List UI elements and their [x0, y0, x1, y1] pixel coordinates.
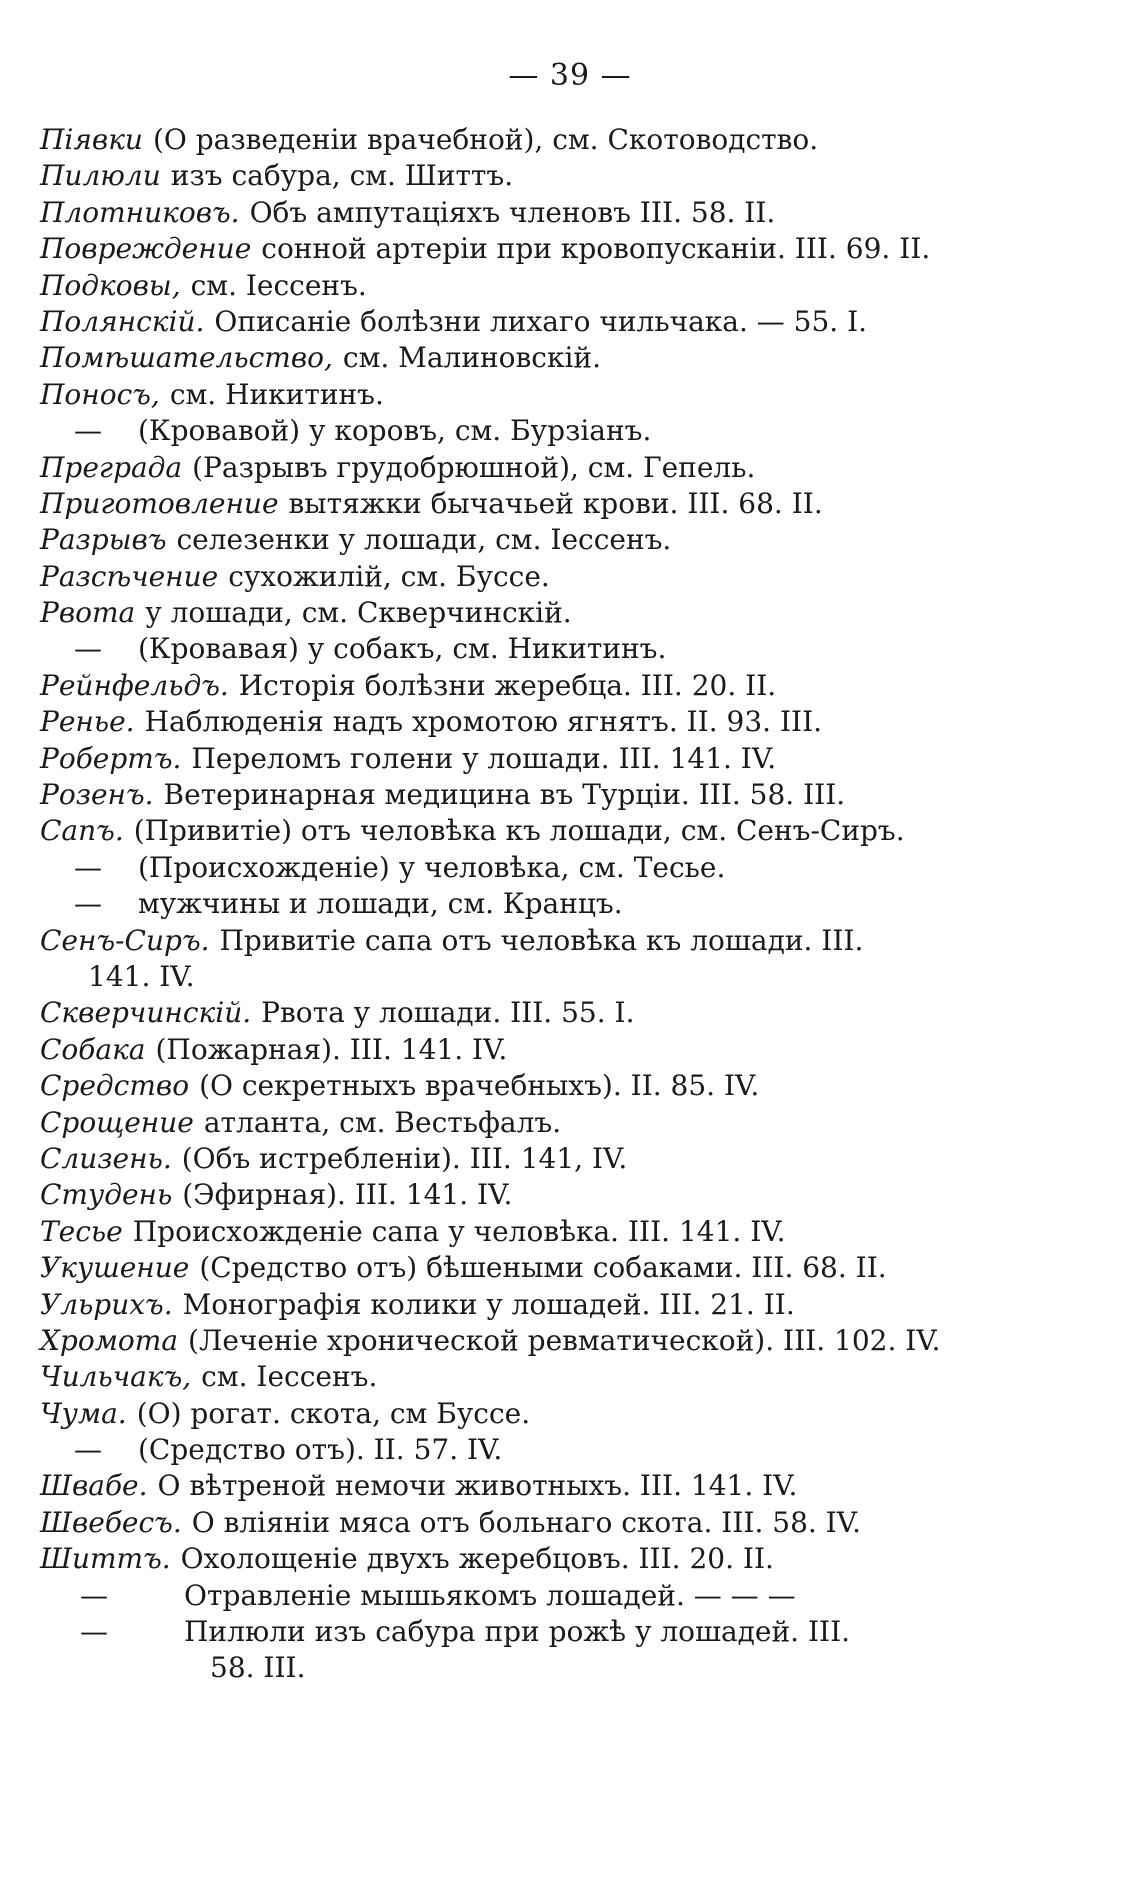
entry-term: Робертъ. — [40, 741, 182, 775]
entry-text: мужчины и лошади, см. Кранцъ. — [138, 887, 623, 921]
entry-term: Студень — [40, 1178, 173, 1212]
entry-term: Полянскій. — [40, 304, 205, 338]
entry-text: (О) рогат. скота, см Буссе. — [136, 1396, 531, 1430]
entry-term: Преграда — [40, 450, 183, 484]
entry-term: Сенъ-Сиръ. — [40, 923, 210, 957]
index-subentry — [40, 631, 1080, 667]
entry-text: (Происхожденіе) у человѣка, см. Тесье. — [138, 850, 726, 884]
entry-text: см. Никитинъ. — [169, 377, 384, 411]
entry-term: Повреждение — [40, 232, 252, 266]
index-entry — [40, 1032, 1080, 1068]
entry-text: Отравленіе мышьякомъ лошадей. — — — — [184, 1578, 796, 1612]
entry-text: (Пожарная). III. 141. IV. — [155, 1032, 508, 1066]
entry-text: 141. IV. — [88, 959, 195, 993]
dash-marker: — — [74, 850, 102, 884]
entry-term: Собака — [40, 1032, 146, 1066]
index-entry — [40, 1359, 1080, 1395]
entry-term: Сапъ. — [40, 814, 124, 848]
entry-text: Переломъ голени у лошади. III. 141. IV. — [191, 741, 777, 775]
entry-text: 58. III. — [210, 1651, 306, 1685]
entry-text: Происхожденіе сапа у человѣка. III. 141. IV. — [132, 1214, 786, 1248]
dash-marker: — — [74, 887, 102, 921]
index-entry — [40, 1287, 1080, 1323]
entry-term: Пилюли — [40, 159, 161, 193]
entry-term: Приготовление — [40, 486, 279, 520]
index-entry — [40, 777, 1080, 813]
entry-term: Шиттъ. — [40, 1542, 171, 1576]
index-entry — [40, 522, 1080, 558]
entry-term: Піявки — [40, 123, 143, 156]
entry-text: селезенки у лошади, см. Іессенъ. — [176, 523, 672, 557]
page-number: — 39 — — [508, 58, 632, 93]
entry-text: у лошади, см. Скверчинскій. — [145, 596, 572, 630]
dash-marker: — — [74, 414, 102, 448]
index-entry — [40, 1468, 1080, 1504]
index-continuation — [40, 1650, 1080, 1686]
entry-term: Скверчинскій. — [40, 996, 252, 1030]
index-entry — [40, 122, 1080, 158]
index-entry — [40, 1177, 1080, 1213]
entry-text: Исторія болѣзни жеребца. III. 20. II. — [238, 668, 777, 702]
index-entry — [40, 486, 1080, 522]
entry-text: см. Іессенъ. — [201, 1360, 378, 1394]
entry-text: Описаніе болѣзни лихаго чильчака. — 55. I. — [214, 304, 868, 338]
entry-term: Укушение — [40, 1251, 190, 1285]
index-subentry — [40, 413, 1080, 449]
entry-term: Поносъ, — [40, 377, 160, 411]
entry-text: Пилюли изъ сабура при рожѣ у лошадей. III. — [184, 1615, 851, 1649]
index-entry — [40, 377, 1080, 413]
entry-term: Тесье — [40, 1214, 123, 1248]
entry-text: см. Іессенъ. — [190, 268, 367, 302]
index-entry — [40, 1323, 1080, 1359]
entry-text: (О разведеніи врачебной), см. Скотоводство. — [152, 123, 819, 156]
entry-term: Швебесъ. — [40, 1505, 182, 1539]
entry-text: Привитіе сапа отъ человѣка къ лошади. III. — [219, 923, 864, 957]
entry-text: изъ сабура, см. Шиттъ. — [170, 159, 514, 193]
entry-text: вытяжки бычачьей крови. III. 68. II. — [288, 486, 823, 520]
entry-term: Рвота — [40, 596, 136, 630]
index-entry — [40, 595, 1080, 631]
index-continuation — [40, 959, 1080, 995]
entry-text: Охолощеніе двухъ жеребцовъ. III. 20. II. — [180, 1542, 774, 1576]
entry-text: (Средство отъ) бѣшеными собаками. III. 68. II. — [199, 1251, 887, 1285]
entry-term: Рейнфельдъ. — [40, 668, 229, 702]
entry-text: Ветеринарная медицина въ Турціи. III. 58. III. — [163, 778, 846, 812]
entry-text: Рвота у лошади. III. 55. I. — [261, 996, 635, 1030]
entry-text: О вліяніи мяса отъ больнаго скота. III. 58. IV. — [191, 1505, 861, 1539]
entry-text: Монографія колики у лошадей. III. 21. II. — [182, 1287, 795, 1321]
index-entry — [40, 1396, 1080, 1432]
index-subentry — [40, 1614, 1080, 1650]
dash-marker: — — [74, 632, 102, 666]
index-subentry — [40, 1578, 1080, 1614]
index-entry — [40, 231, 1080, 267]
index-entry — [40, 1505, 1080, 1541]
index-entry — [40, 1141, 1080, 1177]
index-entry — [40, 813, 1080, 849]
entry-term: Средство — [40, 1069, 190, 1103]
index-entry — [40, 923, 1080, 959]
entry-text: (Объ истребленіи). III. 141, IV. — [181, 1141, 628, 1175]
index-entry — [40, 158, 1080, 194]
entry-text: (Привитіе) отъ человѣка къ лошади, см. Сенъ-Сиръ. — [133, 814, 905, 848]
index-entry — [40, 559, 1080, 595]
entry-text: О вѣтреной немочи животныхъ. III. 141. IV. — [157, 1469, 798, 1503]
index-entry — [40, 1250, 1080, 1286]
entry-text: Объ ампутаціяхъ членовъ III. 58. II. — [249, 195, 776, 229]
entry-text: (Разрывъ грудобрюшной), см. Гепель. — [192, 450, 756, 484]
entry-term: Подковы, — [40, 268, 181, 302]
entry-term: Ренье. — [40, 705, 135, 739]
entry-term: Хромота — [40, 1323, 179, 1357]
entry-term: Швабе. — [40, 1469, 148, 1503]
index-entries — [40, 122, 1080, 1687]
index-entry — [40, 1105, 1080, 1141]
index-entry — [40, 1068, 1080, 1104]
entry-text: атланта, см. Вестьфалъ. — [203, 1105, 562, 1139]
entry-text: (Кровавой) у коровъ, см. Бурзіанъ. — [138, 414, 652, 448]
entry-text: сонной артеріи при кровопусканіи. III. 69. II. — [261, 232, 931, 266]
index-subentry — [40, 850, 1080, 886]
entry-term: Слизень. — [40, 1141, 172, 1175]
dash-marker: — — [74, 1433, 102, 1467]
entry-term: Чума. — [40, 1396, 127, 1430]
index-entry — [40, 1541, 1080, 1577]
index-entry — [40, 668, 1080, 704]
entry-text: сухожилій, см. Буссе. — [228, 559, 550, 593]
entry-text: см. Малиновскій. — [342, 341, 601, 375]
index-entry — [40, 268, 1080, 304]
entry-text: (О секретныхъ врачебныхъ). II. 85. IV. — [199, 1069, 760, 1103]
dash-marker: — — [80, 1578, 108, 1612]
index-entry — [40, 704, 1080, 740]
entry-term: Срощение — [40, 1105, 194, 1139]
entry-term: Помѣшательство, — [40, 341, 333, 375]
index-entry — [40, 340, 1080, 376]
entry-term: Чильчакъ, — [40, 1360, 192, 1394]
entry-term: Разсѣчение — [40, 559, 219, 593]
entry-term: Разрывъ — [40, 523, 167, 557]
index-entry — [40, 304, 1080, 340]
entry-term: Розенъ. — [40, 778, 154, 812]
entry-text: (Эфирная). III. 141. IV. — [182, 1178, 513, 1212]
entry-term: Плотниковъ. — [40, 195, 240, 229]
entry-text: (Средство отъ). II. 57. IV. — [138, 1433, 503, 1467]
entry-term: Ульрихъ. — [40, 1287, 173, 1321]
index-entry — [40, 995, 1080, 1031]
index-entry — [40, 1214, 1080, 1250]
index-entry — [40, 741, 1080, 777]
index-subentry — [40, 1432, 1080, 1468]
index-subentry — [40, 886, 1080, 922]
entry-text: (Кровавая) у собакъ, см. Никитинъ. — [138, 632, 667, 666]
dash-marker: — — [80, 1615, 108, 1649]
index-entry — [40, 450, 1080, 486]
index-entry — [40, 195, 1080, 231]
entry-text: (Леченіе хронической ревматической). III. 102. IV. — [188, 1323, 941, 1357]
entry-text: Наблюденія надъ хромотою ягнятъ. II. 93. III. — [144, 705, 823, 739]
